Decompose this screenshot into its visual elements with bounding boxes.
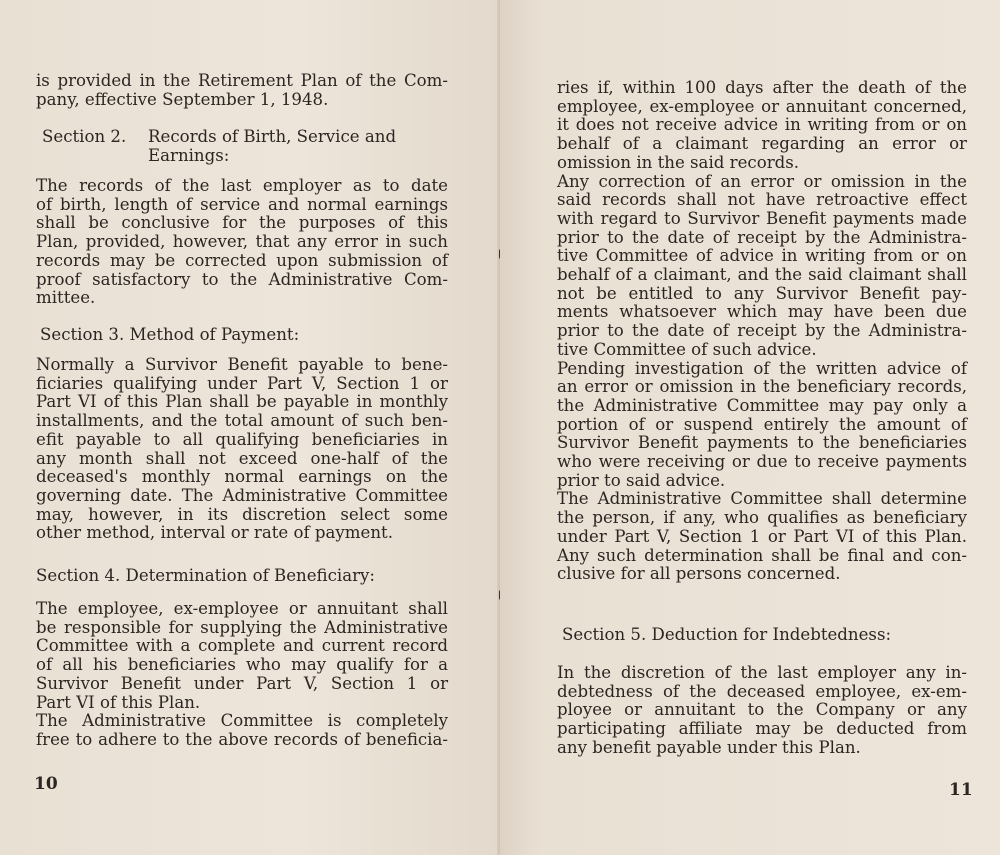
text-line: the person, if any, who qualifies as beneficiary (557, 508, 967, 528)
text-line: The Administrative Committee shall determine (557, 489, 967, 509)
text-line: Any correction of an error or omission in the (557, 171, 967, 191)
section-5-heading: Section 5. Deduction for Indebtedness: (562, 625, 892, 644)
text-line: installments, and the total amount of such ben- (36, 411, 448, 431)
text-line: mittee. (36, 288, 96, 308)
text-line: Survivor Benefit under Part V, Section 1 or (36, 673, 448, 693)
text-line: clusive for all persons concerned. (557, 564, 841, 584)
text-line: In the discretion of the last employer any in- (557, 663, 967, 682)
text-line: with regard to Survivor Benefit payments made (557, 208, 967, 228)
text-line: records may be corrected upon submission of (36, 250, 448, 270)
text-line: proof satisfactory to the Administrative Com- (36, 269, 448, 289)
section-3-heading: Section 3. Method of Payment: (40, 325, 300, 344)
text-line: may, however, in its discretion select some (36, 504, 448, 524)
text-line: who were receiving or due to receive payments (557, 452, 967, 472)
text-line: debtedness of the deceased employee, ex-em- (557, 681, 967, 701)
section-2-title-line-2: Earnings: (148, 146, 230, 165)
section-2-body (36, 177, 448, 308)
text-line: Survivor Benefit payments to the beneficiaries (557, 433, 967, 453)
text-line: other method, interval or rate of payment. (36, 523, 393, 543)
text-line: of all his beneficiaries who may qualify for a (36, 655, 448, 675)
text-line: governing date. The Administrative Committee (36, 485, 448, 505)
text-line: Plan, provided, however, that any error in such (36, 232, 448, 252)
text-line: Committee with a complete and current record (36, 636, 448, 656)
text-line: free to adhere to the above records of beneficia- (36, 729, 448, 749)
text-line: prior to said advice. (557, 470, 726, 490)
text-line: ments whatsoever which may have been due (557, 302, 967, 322)
text-line: Pending investigation of the written advice of (557, 358, 967, 378)
text-line: ficiaries qualifying under Part V, Section 1 or (36, 373, 448, 393)
page-number-right: 11 (949, 780, 973, 800)
text-line: ployee or annuitant to the Company or any (557, 700, 967, 720)
section-4-body (36, 600, 448, 750)
section-3-body (36, 356, 448, 543)
text-line: said records shall not have retroactive effect (557, 190, 967, 210)
text-line: Part VI of this Plan shall be payable in monthly (36, 392, 448, 412)
text-line: The employee, ex-employee or annuitant shall (36, 599, 448, 618)
continuation-paragraph (557, 79, 967, 584)
section-5-body (557, 664, 967, 758)
text-line: Any such determination shall be final and con- (557, 545, 967, 565)
page-number-left: 10 (34, 774, 58, 794)
text-line: an error or omission in the beneficiary records, (557, 377, 967, 397)
text-line: omission in the said records. (557, 152, 800, 172)
text-line: The Administrative Committee is completely (36, 711, 448, 731)
text-line: pany, effective September 1, 1948. (36, 89, 329, 109)
right-page (500, 0, 1000, 855)
text-line: deceased's monthly normal earnings on the (36, 467, 448, 487)
text-line: prior to the date of receipt by the Administra- (557, 227, 967, 247)
text-line: Part VI of this Plan. (36, 692, 201, 712)
text-line: portion of or suspend entirely the amount of (557, 414, 967, 434)
text-line: participating affiliate may be deducted from (557, 719, 967, 739)
text-line: shall be conclusive for the purposes of this (36, 213, 448, 233)
intro-paragraph (36, 72, 448, 109)
section-2-title-line-1: Records of Birth, Service and (148, 127, 397, 146)
text-line: it does not receive advice in writing from or on (557, 115, 967, 135)
text-line: of birth, length of service and normal earnings (36, 194, 448, 214)
section-4-heading: Section 4. Determination of Beneficiary: (36, 566, 375, 585)
text-line: Normally a Survivor Benefit payable to bene- (36, 355, 448, 374)
text-line: behalf of a claimant regarding an error or (557, 134, 967, 154)
text-line: prior to the date of receipt by the Administra- (557, 321, 967, 341)
text-line: under Part V, Section 1 or Part VI of this Plan. (557, 526, 967, 546)
text-line: be responsible for supplying the Administrative (36, 617, 448, 637)
text-line: any benefit payable under this Plan. (557, 737, 861, 757)
text-line: employee, ex-employee or annuitant concerned, (557, 96, 967, 116)
text-line: is provided in the Retirement Plan of the Com- (36, 71, 448, 90)
section-2-number: Section 2. (42, 127, 127, 146)
text-line: The records of the last employer as to date (36, 176, 448, 195)
text-line: tive Committee of such advice. (557, 339, 817, 359)
text-line: any month shall not exceed one-half of the (36, 448, 448, 468)
text-line: efit payable to all qualifying beneficiaries in (36, 429, 448, 449)
text-line: behalf of a claimant, and the said claimant shall (557, 265, 967, 285)
text-line: the Administrative Committee may pay only a (557, 395, 967, 415)
text-line: not be entitled to any Survivor Benefit pay- (557, 283, 967, 303)
text-line: tive Committee of advice in writing from or on (557, 246, 967, 266)
text-line: ries if, within 100 days after the death of the (557, 78, 967, 97)
